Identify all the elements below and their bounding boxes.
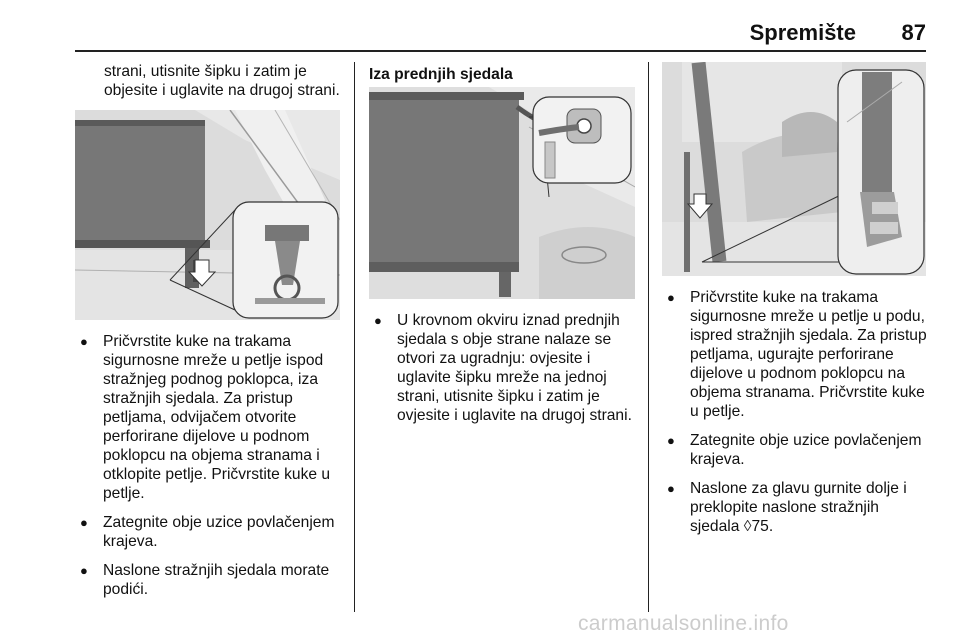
list-item: ● Zategnite obje uzice povlačenjem krajeva.: [80, 514, 335, 550]
list-item: ● Naslone za glavu gurnite dolje i preklopite naslone stražnjih sjedala ◊75.: [667, 480, 907, 535]
list-item: ● Naslone stražnjih sjedala morate podići.: [80, 562, 330, 598]
header-rule: [75, 50, 926, 52]
page-title: Spremište: [749, 20, 856, 45]
figure-rear-cargo-net: [75, 110, 340, 320]
page-header: [0, 0, 960, 56]
watermark-text: carmanualsonline.info: [578, 612, 789, 635]
column-divider: [354, 62, 355, 612]
page-reference-link[interactable]: 75.: [751, 518, 774, 535]
page-number: 87: [901, 20, 926, 45]
column-divider: [648, 62, 649, 612]
column-left: [75, 62, 340, 609]
list-item: ● U krovnom okviru iznad prednjih sjedala s obje strane nalaze se otvori za ugradnju: ovjesite i uglavite šipku mreže na jednoj strani, utisnite šipku i zatim je ovjesite i uglavite na drugoj strani.: [374, 312, 632, 424]
list-item: ● Pričvrstite kuke na trakama sigurnosne mreže u petlje u podu, ispred stražnjih sjedala. Za pristup petljama, ugurajte perforirane dijelove u podnom poklopcu na objema stranama. Pričvrstite kuke u petlje.: [667, 289, 927, 420]
section-heading: Iza prednjih sjedala: [369, 66, 513, 83]
bullet-list: [369, 311, 635, 425]
figure-rear-floor-loops: [662, 62, 926, 276]
figure-behind-front-seats: [369, 87, 635, 299]
continuation-text: strani, utisnite šipku i zatim je objesite i uglavite na drugoj strani.: [104, 63, 340, 99]
column-right: [662, 62, 932, 546]
bullet-list: [75, 332, 340, 599]
list-item: ● Pričvrstite kuke na trakama sigurnosne mreže u petlje ispod stražnjeg podnog poklopca, iza stražnjih sjedala. Za pristup petljama, odvijačem otvorite perforirane dijelove u podnom poklopcu na objema stranama i otklopite petlje. Pričvrstite kuke u petlje.: [80, 333, 331, 502]
column-middle: [369, 62, 635, 435]
list-item: ● Zategnite obje uzice povlačenjem krajeva.: [667, 432, 922, 468]
bullet-list: [662, 288, 932, 536]
page-reference-icon: ◊: [743, 518, 752, 535]
